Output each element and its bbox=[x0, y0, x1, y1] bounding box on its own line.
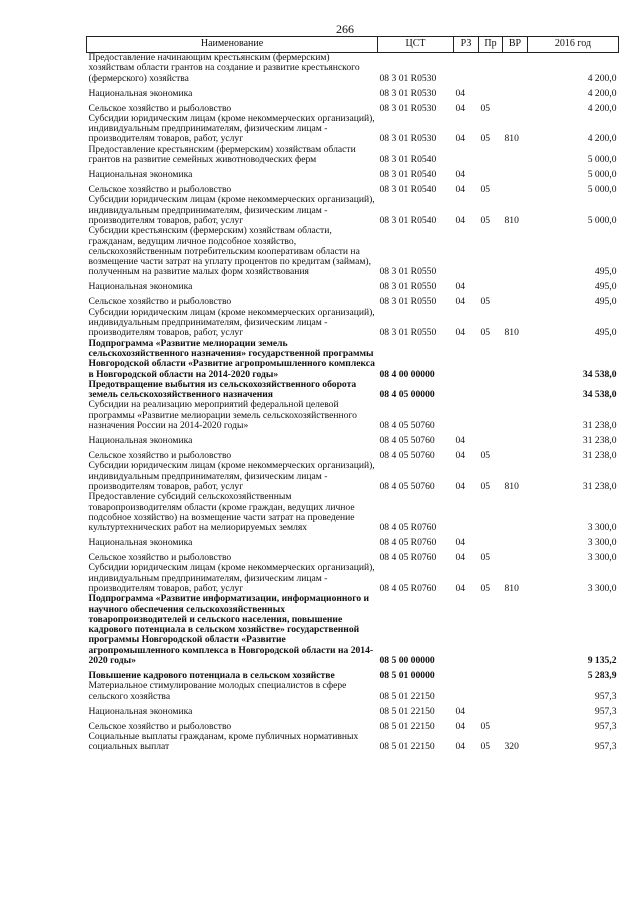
page-number: 266 bbox=[336, 22, 354, 36]
table-row bbox=[87, 145, 619, 166]
table-row bbox=[87, 717, 619, 732]
row-cst: 08 3 01 R0530 bbox=[379, 102, 437, 114]
budget-table bbox=[86, 36, 619, 753]
row-vr bbox=[503, 717, 528, 732]
row-rz bbox=[454, 400, 479, 431]
table-row bbox=[87, 533, 619, 548]
row-vr: 810 bbox=[504, 214, 519, 226]
row-pr bbox=[479, 145, 503, 166]
row-rz: 04 bbox=[455, 327, 466, 339]
row-pr bbox=[479, 165, 503, 180]
header-cst: ЦСТ bbox=[378, 37, 454, 53]
table-row bbox=[87, 666, 619, 681]
row-vr bbox=[503, 702, 528, 717]
row-name: Национальная экономика bbox=[88, 169, 193, 181]
row-vr bbox=[503, 431, 528, 446]
row-name: Национальная экономика bbox=[88, 87, 193, 99]
row-vr bbox=[503, 226, 528, 277]
table-row bbox=[87, 446, 619, 461]
row-cst: 08 5 01 22150 bbox=[379, 705, 435, 717]
row-name: Предоставление крестьянским (фермерским) хозяйствам области грантов на развитие семейных животноводческих ферм bbox=[88, 143, 356, 166]
row-pr: 05 bbox=[480, 720, 491, 732]
table-row bbox=[87, 308, 619, 339]
row-cst: 08 3 01 R0530 bbox=[379, 72, 437, 84]
row-pr bbox=[479, 380, 503, 401]
row-rz: 04 bbox=[455, 741, 466, 753]
table-row bbox=[87, 114, 619, 145]
row-rz: 04 bbox=[455, 281, 466, 293]
row-cst: 08 4 05 R0760 bbox=[379, 552, 437, 564]
row-amount: 957,3 bbox=[594, 690, 617, 702]
row-name: Субсидии крестьянским (фермерским) хозяйствам области, гражданам, ведущим личное подсобное хозяйство, сельскохозяйственным потребительским кооперативам области на возмещение части затрат на уплату процентов по кредитам (займам), полученным на развитие малых форм хозяйствования bbox=[88, 225, 371, 278]
row-vr bbox=[503, 533, 528, 548]
row-amount: 4 200,0 bbox=[587, 87, 617, 99]
row-rz: 04 bbox=[455, 169, 466, 181]
row-vr bbox=[503, 293, 528, 308]
row-rz bbox=[454, 380, 479, 401]
row-amount: 495,0 bbox=[594, 327, 617, 339]
table-row bbox=[87, 53, 619, 84]
row-name: Предоставление субсидий сельскохозяйственным товаропроизводителям области (кроме граждан, ведущих личное подсобное хозяйство) на возмещение части затрат на проведение культуртехнических работ на мелиорируемых землях bbox=[88, 491, 355, 534]
row-amount: 3 300,0 bbox=[587, 552, 617, 564]
row-rz: 04 bbox=[455, 705, 466, 717]
row-rz: 04 bbox=[455, 102, 466, 114]
row-name: Предотвращение выбытия из сельскохозяйственного оборота земель сельскохозяйственного назначения bbox=[88, 378, 357, 401]
row-cst: 08 3 01 R0530 bbox=[379, 87, 437, 99]
row-cst: 08 4 05 R0760 bbox=[379, 522, 437, 534]
row-cst: 08 3 01 R0550 bbox=[379, 266, 437, 278]
table-row bbox=[87, 431, 619, 446]
table-row bbox=[87, 594, 619, 666]
row-vr bbox=[503, 84, 528, 99]
row-rz: 04 bbox=[455, 435, 466, 447]
row-vr bbox=[503, 278, 528, 293]
row-name: Подпрограмма «Развитие информатизации, информационного и научного обеспечения сельскохозяйственных товаропроизводителей и сельского населения, повышение кадрового потенциала в сельском хозяйстве» государственной программы Новгородской области «Развитие агропромышленного комплекса в Новгородской области на 2014-2020 годы» bbox=[88, 593, 374, 667]
row-amount: 5 000,0 bbox=[587, 214, 617, 226]
table-row bbox=[87, 278, 619, 293]
row-pr: 05 bbox=[480, 133, 491, 145]
table-row bbox=[87, 732, 619, 753]
row-name: Субсидии юридическим лицам (кроме некоммерческих организаций), индивидуальным предпринимателям, физическим лицам - производителям товаров, работ, услуг bbox=[88, 306, 375, 339]
row-cst: 08 4 05 00000 bbox=[379, 389, 435, 401]
row-vr bbox=[503, 145, 528, 166]
table-row bbox=[87, 180, 619, 195]
row-amount: 957,3 bbox=[594, 705, 617, 717]
row-name: Подпрограмма «Развитие мелиорации земель сельскохозяйственного назначения» государственной программы Новгородской области «Развитие агропромышленного комплекса в Новгородской области на 2014-2020 годы» bbox=[88, 337, 375, 380]
table-row bbox=[87, 380, 619, 401]
table-body bbox=[87, 53, 619, 753]
row-rz bbox=[454, 666, 479, 681]
row-vr bbox=[503, 380, 528, 401]
table-row bbox=[87, 702, 619, 717]
row-cst: 08 4 00 00000 bbox=[379, 368, 435, 380]
row-name: Субсидии юридическим лицам (кроме некоммерческих организаций), индивидуальным предпринимателям, физическим лицам - производителям товаров, работ, услуг bbox=[88, 562, 375, 594]
table-row bbox=[87, 195, 619, 226]
row-pr bbox=[479, 594, 503, 666]
row-rz: 04 bbox=[455, 480, 466, 492]
row-amount: 31 238,0 bbox=[582, 480, 617, 492]
row-name: Национальная экономика bbox=[88, 705, 193, 717]
row-cst: 08 5 01 00000 bbox=[379, 670, 435, 682]
row-amount: 3 300,0 bbox=[587, 582, 617, 594]
row-amount: 495,0 bbox=[594, 296, 617, 308]
row-vr: 810 bbox=[504, 582, 519, 594]
row-pr: 05 bbox=[480, 184, 491, 196]
row-pr: 05 bbox=[480, 552, 491, 564]
table-row bbox=[87, 99, 619, 114]
row-rz: 04 bbox=[455, 582, 466, 594]
row-pr: 05 bbox=[480, 102, 491, 114]
row-rz bbox=[454, 145, 479, 166]
row-rz: 04 bbox=[455, 450, 466, 462]
row-cst: 08 3 01 R0550 bbox=[379, 296, 437, 308]
row-pr: 05 bbox=[480, 214, 491, 226]
row-rz bbox=[454, 594, 479, 666]
row-name: Повышение кадрового потенциала в сельском хозяйстве bbox=[88, 670, 335, 682]
row-rz: 04 bbox=[455, 214, 466, 226]
row-pr bbox=[479, 339, 503, 380]
row-pr bbox=[479, 278, 503, 293]
row-rz: 04 bbox=[455, 552, 466, 564]
row-amount: 495,0 bbox=[594, 266, 617, 278]
table-row bbox=[87, 681, 619, 702]
row-vr: 810 bbox=[504, 133, 519, 145]
row-vr bbox=[503, 53, 528, 84]
header-vr: ВР bbox=[503, 37, 528, 53]
row-amount: 4 200,0 bbox=[587, 102, 617, 114]
row-amount: 5 283,9 bbox=[587, 670, 617, 682]
row-cst: 08 4 05 R0760 bbox=[379, 582, 437, 594]
row-cst: 08 5 01 22150 bbox=[379, 690, 435, 702]
row-vr bbox=[503, 339, 528, 380]
row-cst: 08 3 01 R0550 bbox=[379, 327, 437, 339]
table-row bbox=[87, 461, 619, 492]
row-rz: 04 bbox=[455, 296, 466, 308]
row-vr bbox=[503, 446, 528, 461]
row-cst: 08 4 05 R0760 bbox=[379, 537, 437, 549]
row-pr bbox=[479, 53, 503, 84]
table-row bbox=[87, 400, 619, 431]
table-header-row bbox=[87, 37, 619, 53]
row-cst: 08 3 01 R0540 bbox=[379, 154, 437, 166]
table-row bbox=[87, 293, 619, 308]
row-amount: 957,3 bbox=[594, 720, 617, 732]
header-pr: Пр bbox=[479, 37, 503, 53]
row-vr bbox=[503, 400, 528, 431]
row-amount: 31 238,0 bbox=[582, 420, 617, 432]
row-amount: 495,0 bbox=[594, 281, 617, 293]
row-vr bbox=[503, 548, 528, 563]
row-pr: 05 bbox=[480, 327, 491, 339]
row-amount: 34 538,0 bbox=[582, 368, 617, 380]
row-amount: 3 300,0 bbox=[587, 537, 617, 549]
row-rz bbox=[454, 492, 479, 533]
row-vr: 320 bbox=[504, 741, 519, 753]
row-vr bbox=[503, 594, 528, 666]
row-vr bbox=[503, 492, 528, 533]
row-name: Национальная экономика bbox=[88, 281, 193, 293]
row-pr bbox=[479, 681, 503, 702]
row-name: Сельское хозяйство и рыболовство bbox=[88, 720, 232, 732]
table-row bbox=[87, 84, 619, 99]
row-amount: 31 238,0 bbox=[582, 435, 617, 447]
row-name: Предоставление начинающим крестьянским (фермерским) хозяйствам области грантов на создание и развитие крестьянского (фермерского) хозяйства bbox=[88, 52, 360, 84]
row-name: Сельское хозяйство и рыболовство bbox=[88, 102, 232, 114]
row-rz: 04 bbox=[455, 537, 466, 549]
row-cst: 08 3 01 R0530 bbox=[379, 133, 437, 145]
row-vr bbox=[503, 99, 528, 114]
row-rz bbox=[454, 226, 479, 277]
row-vr bbox=[503, 681, 528, 702]
row-rz: 04 bbox=[455, 87, 466, 99]
header-name: Наименование bbox=[87, 37, 378, 53]
row-cst: 08 3 01 R0540 bbox=[379, 214, 437, 226]
row-amount: 5 000,0 bbox=[587, 184, 617, 196]
row-pr bbox=[479, 431, 503, 446]
row-name: Субсидии юридическим лицам (кроме некоммерческих организаций), индивидуальным предпринимателям, физическим лицам - производителям товаров, работ, услуг bbox=[88, 460, 375, 492]
row-pr bbox=[479, 400, 503, 431]
row-rz: 04 bbox=[455, 133, 466, 145]
row-vr bbox=[503, 165, 528, 180]
table-row bbox=[87, 339, 619, 380]
row-pr bbox=[479, 702, 503, 717]
table-row bbox=[87, 165, 619, 180]
row-cst: 08 5 01 22150 bbox=[379, 720, 435, 732]
row-cst: 08 3 01 R0550 bbox=[379, 281, 437, 293]
row-pr: 05 bbox=[480, 480, 491, 492]
row-amount: 4 200,0 bbox=[587, 133, 617, 145]
row-amount: 34 538,0 bbox=[582, 389, 617, 401]
row-rz: 04 bbox=[455, 184, 466, 196]
row-pr bbox=[479, 492, 503, 533]
row-cst: 08 5 01 22150 bbox=[379, 741, 435, 753]
row-name: Субсидии юридическим лицам (кроме некоммерческих организаций), индивидуальным предпринимателям, физическим лицам - производителям товаров, работ, услуг bbox=[88, 112, 375, 145]
row-amount: 5 000,0 bbox=[587, 169, 617, 181]
row-name: Сельское хозяйство и рыболовство bbox=[88, 296, 232, 308]
row-pr: 05 bbox=[480, 450, 491, 462]
row-pr bbox=[479, 666, 503, 681]
row-cst: 08 4 05 50760 bbox=[379, 480, 435, 492]
table-row bbox=[87, 226, 619, 277]
row-name: Национальная экономика bbox=[88, 537, 193, 549]
row-pr: 05 bbox=[480, 296, 491, 308]
row-amount: 957,3 bbox=[594, 741, 617, 753]
row-rz: 04 bbox=[455, 720, 466, 732]
row-name: Социальные выплаты гражданам, кроме публичных нормативных социальных выплат bbox=[88, 730, 359, 753]
row-amount: 9 135,2 bbox=[587, 655, 617, 667]
row-name: Сельское хозяйство и рыболовство bbox=[88, 184, 232, 196]
header-rz: РЗ bbox=[454, 37, 479, 53]
row-rz bbox=[454, 339, 479, 380]
row-name: Субсидии на реализацию мероприятий федеральной целевой программы «Развитие мелиорации земель сельскохозяйственного назначения России на 2014-2020 годы» bbox=[88, 399, 357, 432]
row-rz bbox=[454, 681, 479, 702]
row-cst: 08 4 05 50760 bbox=[379, 435, 435, 447]
row-cst: 08 3 01 R0540 bbox=[379, 169, 437, 181]
row-cst: 08 3 01 R0540 bbox=[379, 184, 437, 196]
row-pr bbox=[479, 533, 503, 548]
row-rz bbox=[454, 53, 479, 84]
table-row bbox=[87, 548, 619, 563]
row-amount: 3 300,0 bbox=[587, 522, 617, 534]
row-name: Сельское хозяйство и рыболовство bbox=[88, 552, 232, 564]
row-amount: 4 200,0 bbox=[587, 72, 617, 84]
row-pr bbox=[479, 226, 503, 277]
row-vr bbox=[503, 666, 528, 681]
row-vr: 810 bbox=[504, 480, 519, 492]
header-amount: 2016 год bbox=[528, 37, 619, 53]
row-amount: 31 238,0 bbox=[582, 450, 617, 462]
table-row bbox=[87, 563, 619, 594]
row-name: Субсидии юридическим лицам (кроме некоммерческих организаций), индивидуальным предпринимателям, физическим лицам - производителям товаров, работ, услуг bbox=[88, 194, 375, 226]
row-name: Сельское хозяйство и рыболовство bbox=[88, 450, 232, 462]
row-cst: 08 4 05 50760 bbox=[379, 450, 435, 462]
row-name: Материальное стимулирование молодых специалистов в сфере сельского хозяйства bbox=[88, 680, 347, 702]
row-amount: 5 000,0 bbox=[587, 154, 617, 166]
row-cst: 08 5 00 00000 bbox=[379, 655, 435, 667]
row-name: Национальная экономика bbox=[88, 435, 193, 447]
row-cst: 08 4 05 50760 bbox=[379, 420, 435, 432]
row-pr: 05 bbox=[480, 741, 491, 753]
row-vr: 810 bbox=[504, 327, 519, 339]
row-pr bbox=[479, 84, 503, 99]
row-pr: 05 bbox=[480, 582, 491, 594]
table-row bbox=[87, 492, 619, 533]
row-vr bbox=[503, 180, 528, 195]
